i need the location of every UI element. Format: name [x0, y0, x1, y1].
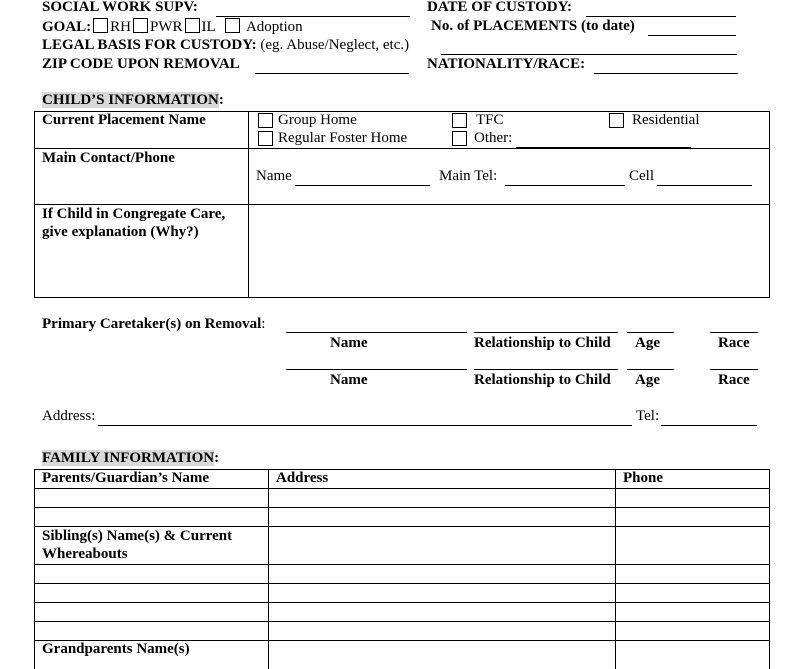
caretaker1-name-field[interactable] [286, 332, 467, 333]
goal-pwr-label: PWR [150, 19, 183, 35]
regular-foster-home-checkbox[interactable] [258, 131, 273, 146]
social-work-supv-field[interactable] [216, 16, 410, 17]
family-section-heading [42, 450, 219, 467]
caretaker1-race-caption: Race [718, 335, 750, 351]
legal-basis-field[interactable] [441, 54, 737, 55]
goal-label: GOAL: [42, 19, 92, 35]
group-home-checkbox[interactable] [258, 113, 273, 128]
placements-field[interactable] [648, 35, 736, 36]
address-header: Address [276, 470, 329, 486]
primary-caretaker-heading [42, 316, 265, 333]
caretaker-tel-field[interactable] [661, 425, 757, 426]
congregate-label-line2: give explanation (Why?) [42, 224, 199, 240]
family-table-col-divider [268, 469, 269, 669]
contact-name-label: Name [256, 168, 292, 184]
siblings-label-line2: Whereabouts [42, 546, 128, 562]
date-of-custody-label: DATE OF CUSTODY: [427, 0, 573, 15]
other-label: Other: [474, 130, 513, 146]
family-table-col-divider [615, 469, 616, 669]
cell-label: Cell [629, 168, 654, 184]
caretaker-address-label: Address: [42, 408, 96, 424]
family-table-row-line [34, 507, 770, 508]
other-field[interactable] [516, 147, 691, 148]
group-home-label: Group Home [278, 112, 357, 128]
caretaker-address-field[interactable] [98, 425, 632, 426]
caretaker1-race-field[interactable] [710, 332, 758, 333]
caretaker2-age-field[interactable] [627, 369, 674, 370]
congregate-explanation-field[interactable] [250, 206, 768, 296]
zip-code-label: ZIP CODE UPON REMOVAL [42, 56, 240, 72]
caretaker2-relationship-field[interactable] [474, 369, 618, 370]
caretaker2-name-caption: Name [330, 372, 368, 388]
tfc-label: TFC [476, 112, 504, 128]
primary-caretaker-label: Primary Caretaker(s) on Removal [42, 316, 262, 332]
family-section-title: FAMILY INFORMATION [42, 450, 215, 466]
child-section-heading [42, 92, 224, 109]
cell-field[interactable] [657, 185, 752, 186]
caretaker1-age-caption: Age [635, 335, 660, 351]
grandparents-label: Grandparents Name(s) [42, 641, 190, 657]
caretaker2-age-caption: Age [635, 372, 660, 388]
family-info-table [34, 469, 770, 669]
tfc-checkbox[interactable] [452, 113, 467, 128]
siblings-label-line1: Sibling(s) Name(s) & Current [42, 528, 233, 544]
current-placement-label: Current Placement Name [42, 112, 206, 128]
goal-pwr-checkbox[interactable] [133, 18, 148, 33]
caretaker2-race-field[interactable] [710, 369, 758, 370]
parents-guardian-header: Parents/Guardian’s Name [42, 470, 210, 486]
phone-header: Phone [623, 470, 664, 486]
goal-adoption-label: Adoption [245, 19, 303, 35]
family-section-colon: : [214, 450, 220, 466]
caretaker2-race-caption: Race [718, 372, 750, 388]
caretaker1-relationship-caption: Relationship to Child [474, 335, 611, 351]
primary-caretaker-colon: : [261, 316, 266, 332]
legal-basis-label: LEGAL BASIS FOR CUSTODY: [42, 37, 257, 53]
date-of-custody-field[interactable] [586, 16, 736, 17]
caretaker1-name-caption: Name [330, 335, 368, 351]
zip-code-field[interactable] [255, 73, 409, 74]
nationality-field[interactable] [594, 73, 738, 74]
goal-rh-label: RH [110, 19, 132, 35]
caretaker2-relationship-caption: Relationship to Child [474, 372, 611, 388]
main-tel-field[interactable] [505, 185, 625, 186]
goal-adoption-checkbox[interactable] [225, 18, 240, 33]
caretaker-tel-label: Tel: [636, 408, 660, 424]
caretaker2-name-field[interactable] [286, 369, 467, 370]
family-table-row-line [34, 621, 770, 622]
family-table-row-line [34, 488, 770, 489]
residential-checkbox[interactable] [609, 113, 624, 128]
child-table-row-line [34, 204, 770, 205]
contact-name-field[interactable] [295, 185, 430, 186]
family-table-row-line [34, 583, 770, 584]
nationality-label: NATIONALITY/RACE: [427, 56, 586, 72]
main-contact-label: Main Contact/Phone [42, 150, 175, 166]
main-tel-label: Main Tel: [439, 168, 498, 184]
goal-il-checkbox[interactable] [185, 18, 200, 33]
goal-row [42, 18, 303, 36]
residential-label: Residential [632, 112, 700, 128]
child-table-row-line [34, 148, 770, 149]
regular-foster-home-label: Regular Foster Home [278, 130, 408, 146]
family-table-row-line [34, 526, 770, 527]
legal-basis-row [42, 37, 409, 54]
placements-label: No. of PLACEMENTS (to date) [431, 18, 635, 34]
child-section-title: CHILD’S INFORMATION [42, 92, 219, 108]
legal-basis-hint: (eg. Abuse/Neglect, etc.) [260, 37, 410, 53]
family-table-row-line [34, 564, 770, 565]
congregate-label-line1: If Child in Congregate Care, [42, 206, 226, 222]
caretaker1-relationship-field[interactable] [474, 332, 618, 333]
other-checkbox[interactable] [452, 131, 467, 146]
goal-il-label: IL [201, 19, 216, 35]
child-section-colon: : [218, 92, 224, 108]
social-work-supv-label: SOCIAL WORK SUPV: [42, 0, 198, 15]
family-table-row-line [34, 602, 770, 603]
caretaker1-age-field[interactable] [627, 332, 674, 333]
goal-rh-checkbox[interactable] [93, 18, 108, 33]
